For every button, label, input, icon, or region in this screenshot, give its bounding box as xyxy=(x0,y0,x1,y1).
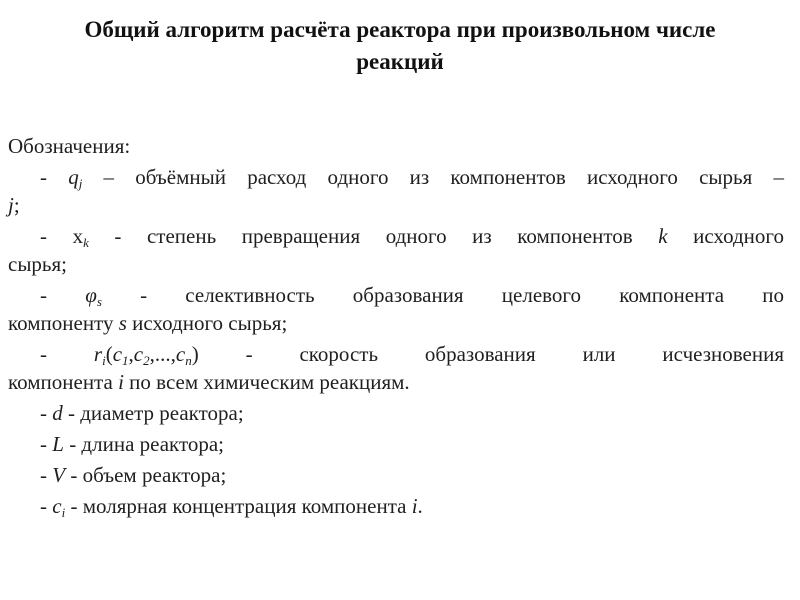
title-line-2: реакций xyxy=(356,49,444,74)
symbol-d: d xyxy=(52,401,63,425)
notation-list xyxy=(8,132,784,520)
symbol-q: q xyxy=(68,165,79,189)
list-item-selectivity: - $\varphi_s$ - селективность образования целевого компонента по компоненту s исходного сырья; xyxy=(8,283,784,335)
symbol-L: L xyxy=(52,432,64,456)
list-item-conversion: - $x_k$ - степень превращения одного из компонентов k исходного сырья; xyxy=(8,224,784,276)
symbol-c: c xyxy=(52,494,62,518)
symbol-V: V xyxy=(52,463,66,487)
list-item-concentration: - $c_i$ - молярная концентрация компонента i. xyxy=(40,494,423,520)
list-item-rate: - $r_i(c_1,c_2,...,c_n)$ - скорость образования или исчезновения компонента i по всем химическим реакциям. xyxy=(8,342,784,394)
slide-title xyxy=(20,14,780,78)
notation-heading: Обозначения: xyxy=(8,134,131,158)
list-item-diameter: - d - диаметр реактора; xyxy=(40,401,244,425)
symbol-r: r xyxy=(93,342,103,366)
list-item-length: - L - длина реактора; xyxy=(40,432,225,456)
symbol-phi: φ xyxy=(85,283,97,307)
list-item-volume: - V - объем реактора; xyxy=(40,463,227,487)
title-line-1: Общий алгоритм расчёта реактора при произвольном числе xyxy=(84,17,716,42)
symbol-x: x xyxy=(72,224,84,248)
list-item-flow-rate: - $q_j$ – объёмный расход одного из компонентов исходного сырья – j; xyxy=(8,165,784,217)
